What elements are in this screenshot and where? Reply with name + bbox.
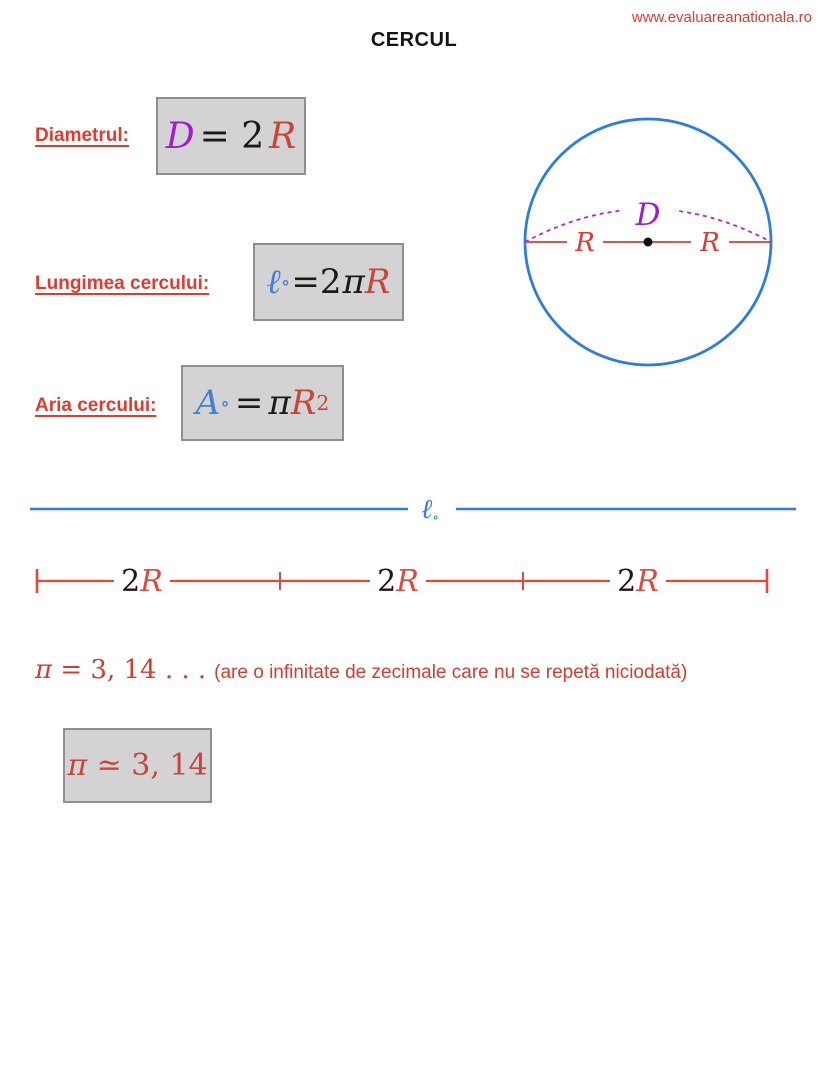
pi-symbol: π <box>342 262 365 302</box>
ell-subscript-circle: ∘ <box>280 270 291 294</box>
radius-left-label: R <box>575 228 595 258</box>
segment-2-label: 2R <box>377 564 419 599</box>
circumference-length-line <box>0 488 828 534</box>
pi-statement <box>35 655 687 685</box>
diameter-formula-box <box>156 97 306 175</box>
circumference-formula-box <box>253 243 404 321</box>
pi-statement-note: (are o infinitate de zecimale care nu se repetă niciodată) <box>214 662 688 683</box>
center-dot <box>644 238 653 247</box>
diameter-segments-line <box>0 558 828 610</box>
area-subscript-circle: ∘ <box>220 391 230 415</box>
page-title: CERCUL <box>370 29 458 51</box>
diameter-radius-symbol: R <box>269 115 297 157</box>
diameter-symbol: D <box>165 115 195 157</box>
pi-approximation-box <box>63 728 212 803</box>
d-label: D <box>635 197 661 233</box>
diameter-equals: = 2 <box>199 115 265 157</box>
circumference-equals: =2 <box>291 262 342 302</box>
circumference-label: Lungimea cercului: <box>35 273 210 294</box>
circle-diagram <box>510 108 790 380</box>
pi-approx-formula: π ≃ 3, 14 <box>67 748 208 783</box>
diameter-label: Diametrul: <box>35 125 129 146</box>
area-radius-exponent: 2 <box>316 391 330 415</box>
area-label: Aria cercului: <box>35 395 157 416</box>
pi-statement-math: π = 3, 14 . . . <box>35 655 207 685</box>
area-symbol: A <box>195 383 221 423</box>
area-radius-symbol: R <box>290 383 317 423</box>
radius-right-label: R <box>700 228 720 258</box>
area-pi-symbol: π <box>268 383 291 423</box>
ell-symbol: ℓ <box>266 262 281 302</box>
site-watermark: www.evaluareanationala.ro <box>631 9 812 26</box>
segment-3-label: 2R <box>617 564 659 599</box>
length-line-label: ℓ∘ <box>420 494 440 526</box>
area-equals: = <box>234 383 264 423</box>
area-formula-box <box>181 365 344 441</box>
circumference-radius-symbol: R <box>364 262 391 302</box>
segment-1-label: 2R <box>121 564 163 599</box>
